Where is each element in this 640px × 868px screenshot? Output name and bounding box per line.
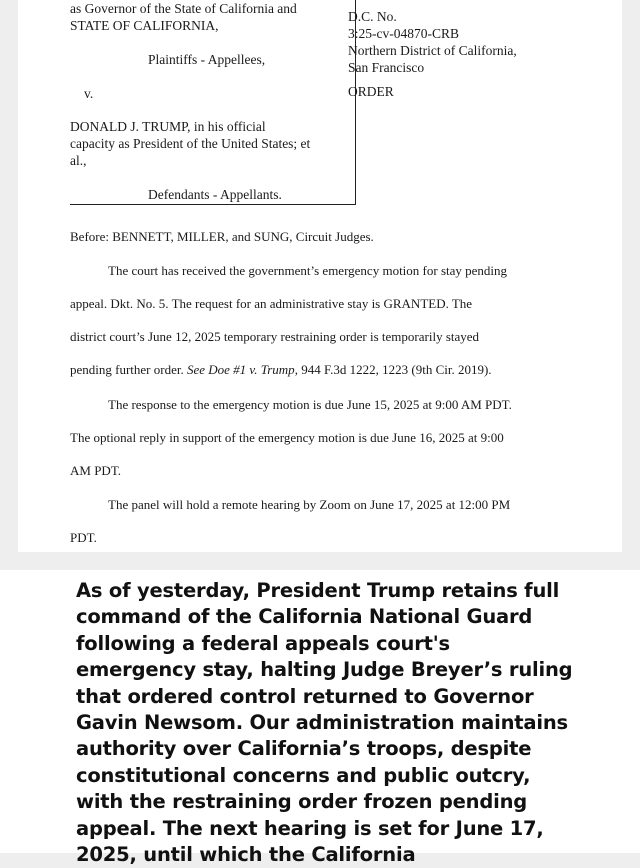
court-order-document (18, 0, 622, 552)
versus-label: v. (84, 86, 94, 101)
district-city: San Francisco (348, 60, 425, 75)
defendants-label: Defendants - Appellants. (148, 187, 282, 202)
plaintiffs-label: Plaintiffs - Appellees, (148, 52, 266, 67)
paragraph-2-line-1: The response to the emergency motion is due June 15, 2025 at 9:00 AM PDT. (108, 397, 512, 412)
before-judges-line: Before: BENNETT, MILLER, and SUNG, Circuit Judges. (70, 229, 374, 244)
defendant-line-2: capacity as President of the United States; et (70, 136, 311, 151)
paragraph-1-line-4-end: , 944 F.3d 1222, 1223 (9th Cir. 2019). (294, 362, 492, 377)
district-name: Northern District of California, (348, 43, 517, 58)
document-type: ORDER (348, 84, 394, 99)
case-number: 3:25-cv-04870-CRB (348, 26, 459, 41)
paragraph-1-line-3: district court’s June 12, 2025 temporary restraining order is temporarily stayed (70, 329, 480, 344)
paragraph-3-line-2: PDT. (70, 530, 97, 545)
paragraph-2-line-3: AM PDT. (70, 463, 122, 478)
plaintiff-line-1: as Governor of the State of California and (70, 1, 297, 16)
paragraph-1-line-1: The court has received the government’s emergency motion for stay pending (108, 263, 508, 278)
paragraph-2-line-2: The optional reply in support of the emergency motion is due June 16, 2025 at 9:00 (70, 430, 504, 445)
dc-number-label: D.C. No. (348, 9, 397, 24)
case-citation-italic: See Doe #1 v. Trump (186, 362, 295, 377)
paragraph-3-line-1: The panel will hold a remote hearing by Zoom on June 17, 2025 at 12:00 PM (108, 497, 511, 512)
defendant-line-3: al., (70, 153, 87, 168)
defendant-line-1: DONALD J. TRUMP, in his official (70, 119, 266, 134)
plaintiff-line-2: STATE OF CALIFORNIA, (70, 18, 219, 33)
paragraph-1-line-2: appeal. Dkt. No. 5. The request for an administrative stay is GRANTED. The (70, 296, 473, 311)
story-caption-panel (0, 570, 640, 867)
paragraph-1-line-4-start: pending further order. (70, 362, 187, 377)
story-caption-text: As of yesterday, President Trump retains full command of the California National Guard following a federal appeals court's emergency stay, halting Judge Breyer’s ruling that ordered control returned to Governor Gavin Newsom. Our administration maintains authority over California’s troops, despite constitutional concerns and public outcry, with the restraining order frozen pending appeal. The next hearing is set for June 17, 2025, until which the California (76, 579, 573, 867)
paragraph-1-line-4 (70, 361, 492, 378)
